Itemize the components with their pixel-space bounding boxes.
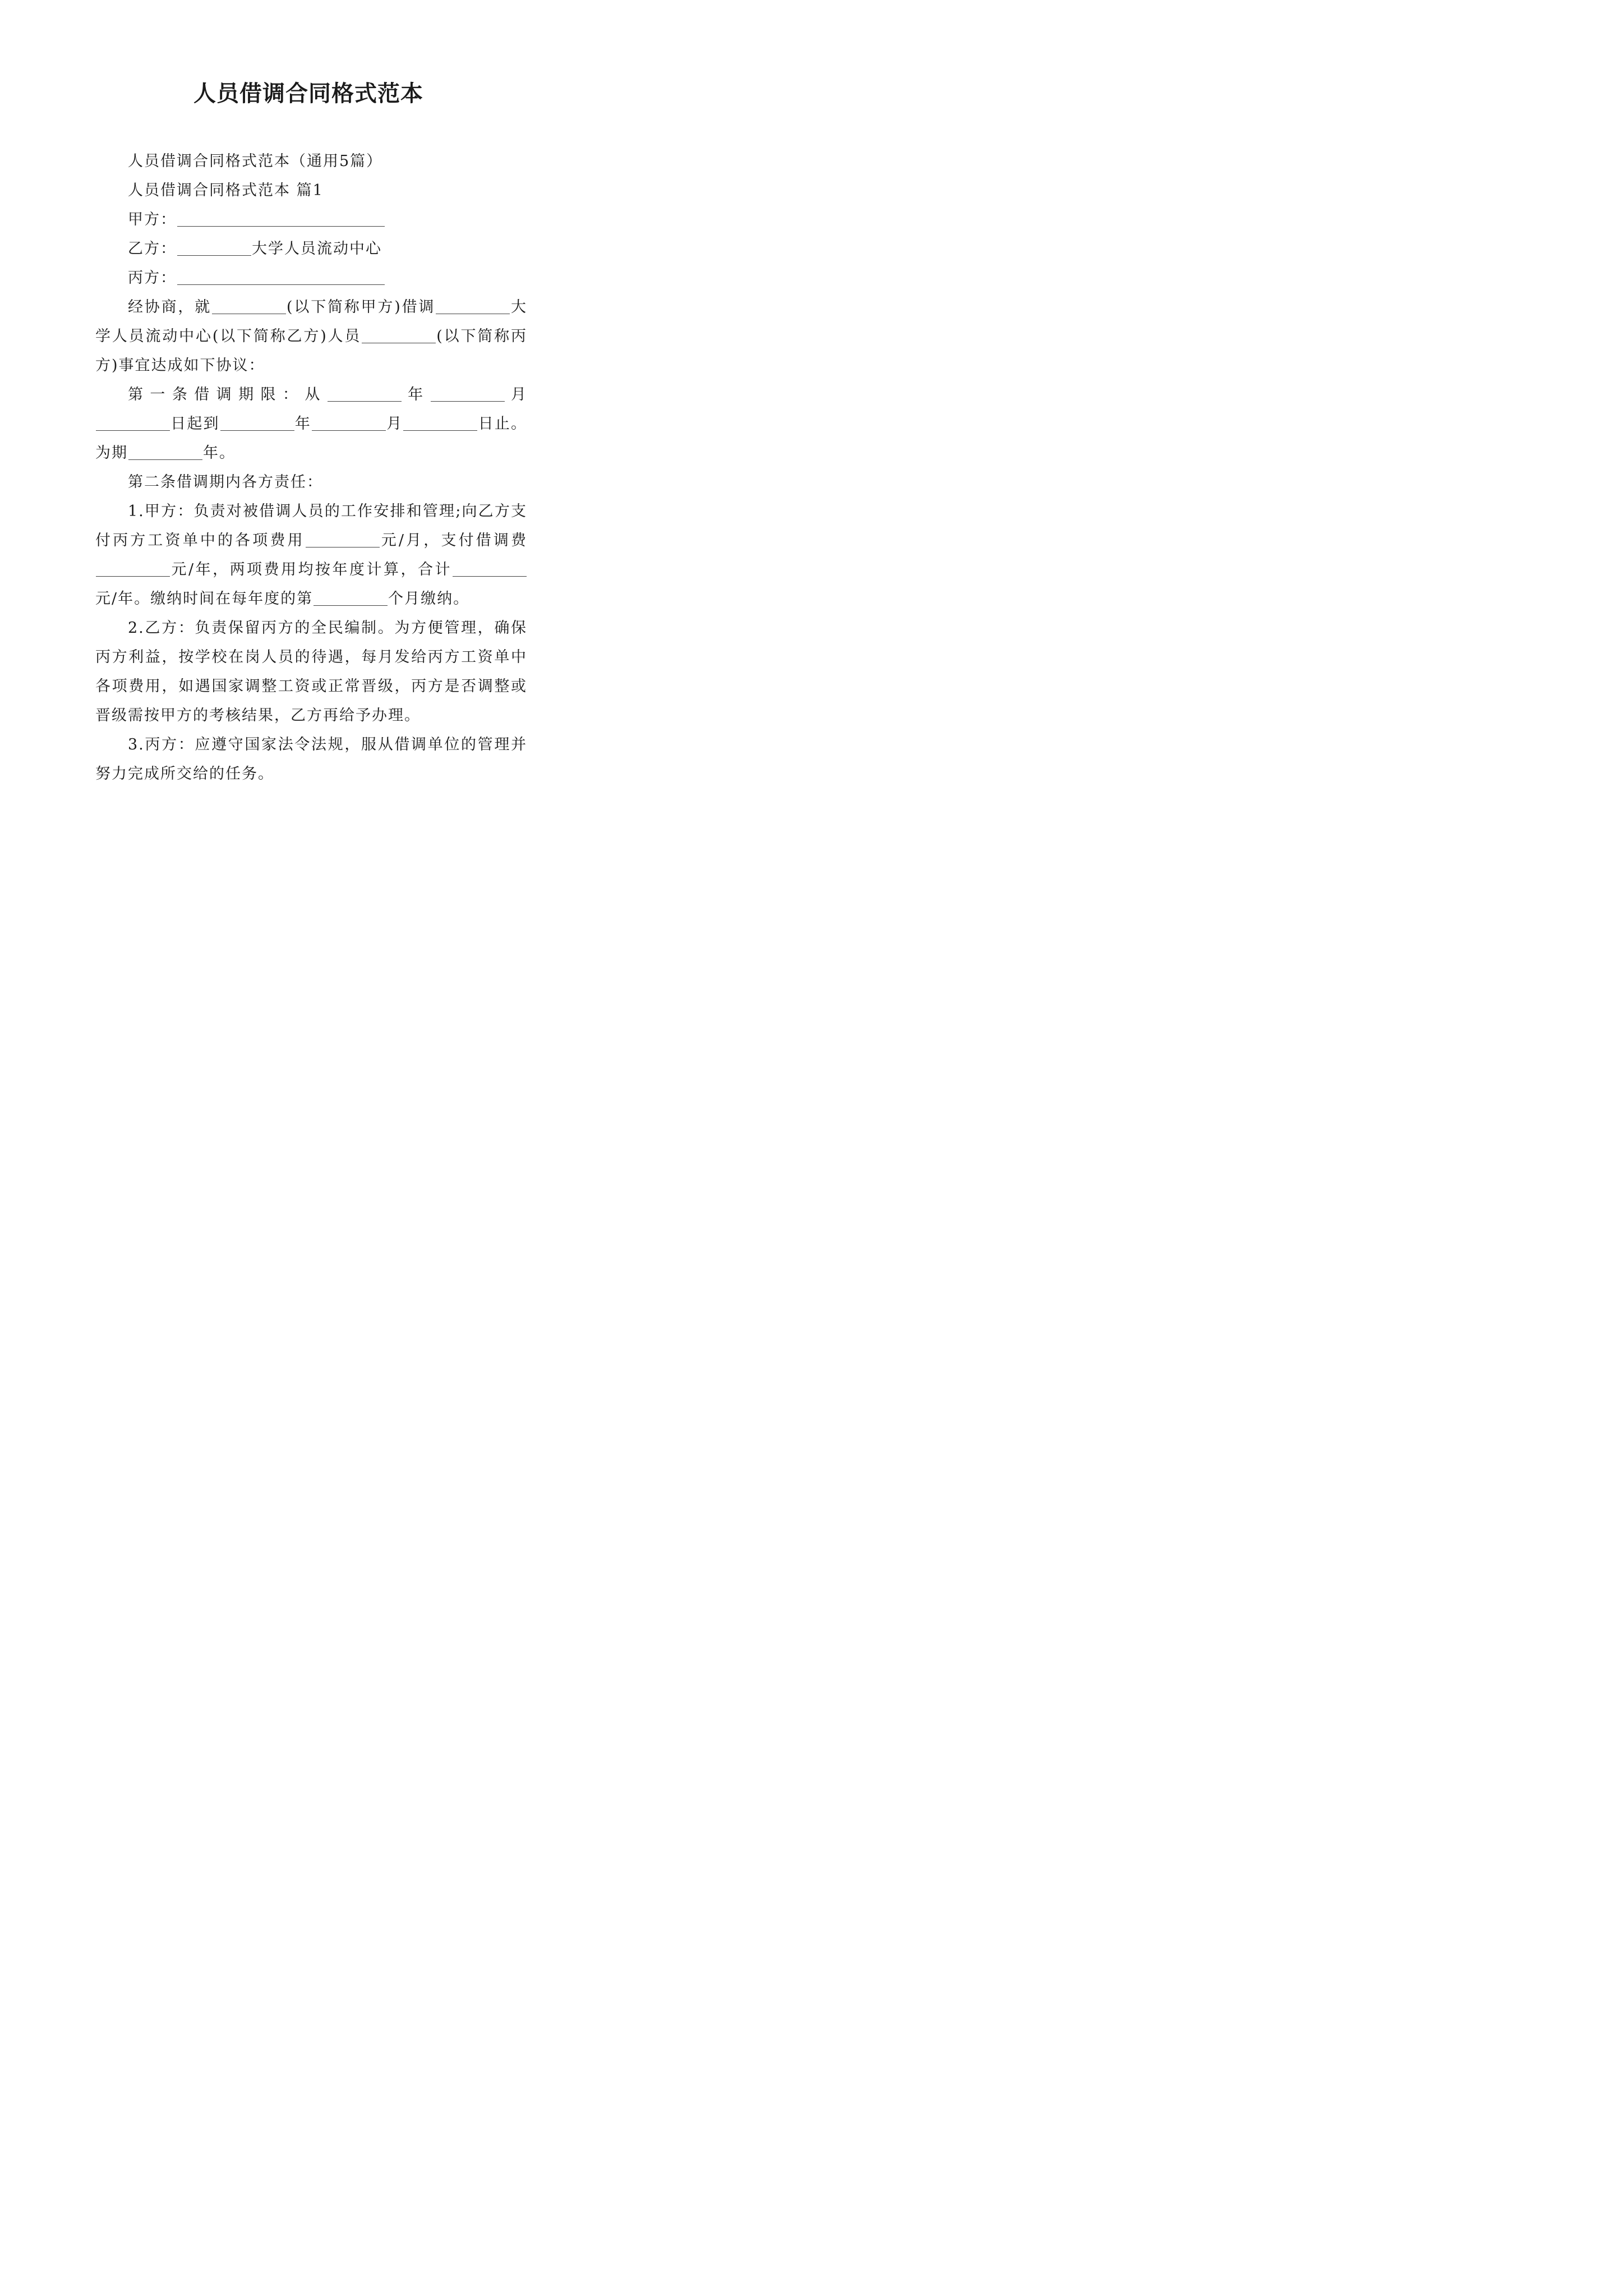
- party-c-blank[interactable]: [177, 269, 385, 285]
- duration-years-blank[interactable]: [128, 444, 202, 460]
- item-3-paragraph: 3.丙方：应遵守国家法令法规，服从借调单位的管理并努力完成所交给的任务。: [95, 736, 527, 783]
- party-a-blank[interactable]: [177, 210, 385, 227]
- article-1-text-4: 日起到: [170, 415, 220, 432]
- party-c-line: [95, 264, 527, 293]
- party-b-blank[interactable]: [177, 240, 251, 256]
- end-month-blank[interactable]: [312, 415, 386, 431]
- intro-text-4: (以下简称丙方)事宜达成如下协议：: [95, 328, 527, 374]
- intro-text-2: (以下简称甲方)借调: [287, 298, 436, 316]
- party-b-label: 乙方：: [128, 240, 177, 257]
- article-1-paragraph: [95, 380, 527, 468]
- item-2-paragraph: 2.乙方：负责保留丙方的全民编制。为方便管理，确保丙方利益，按学校在岗人员的待遇，每月发给丙方工资单中各项费用，如遇国家调整工资或正常晋级，丙方是否调整或晋级需按甲方的考核结果，乙方再给予办理。: [95, 619, 527, 724]
- secondment-fee-blank[interactable]: [96, 560, 170, 577]
- intro-paragraph: [95, 293, 527, 380]
- article-1-text-8: 年。: [203, 444, 236, 462]
- item-1-text-5: 个月缴纳。: [388, 590, 470, 608]
- monthly-fee-blank[interactable]: [306, 531, 380, 547]
- intro-blank-university[interactable]: [436, 298, 510, 314]
- article-1-text-7: 日止。为期: [95, 415, 528, 462]
- item-1-text-4: 元/年。缴纳时间在每年度的第: [95, 590, 313, 608]
- article-1-text-3: 月: [505, 386, 528, 403]
- document-body: [95, 147, 527, 789]
- intro-blank-party-a[interactable]: [212, 298, 286, 314]
- end-year-blank[interactable]: [220, 415, 294, 431]
- item-1-paragraph: [95, 497, 527, 614]
- item-1-text-2: 元/月，支付借调费: [380, 532, 527, 549]
- article-1-text-5: 年: [294, 415, 312, 432]
- item-1-text-1: 1.甲方：负责对被借调人员的工作安排和管理;向乙方支付丙方工资单中的各项费用: [95, 503, 527, 549]
- payment-month-blank[interactable]: [313, 590, 388, 606]
- total-fee-blank[interactable]: [453, 560, 527, 577]
- section-heading: 人员借调合同格式范本 篇1: [128, 182, 324, 199]
- party-b-line: [95, 234, 527, 264]
- start-day-blank[interactable]: [96, 415, 170, 431]
- start-month-blank[interactable]: [431, 385, 505, 402]
- party-c-label: 丙方：: [128, 269, 177, 287]
- intro-blank-person[interactable]: [362, 327, 436, 343]
- intro-text-3: 大学人员流动中心(以下简称乙方)人员: [95, 298, 528, 345]
- intro-text-1: 经协商，就: [128, 298, 212, 316]
- end-day-blank[interactable]: [403, 415, 477, 431]
- article-1-text-6: 月: [386, 415, 403, 432]
- article-1-text-1: 第一条借调期限：从: [128, 386, 327, 403]
- start-year-blank[interactable]: [328, 385, 402, 402]
- document-subtitle: 人员借调合同格式范本（通用5篇）: [128, 153, 383, 170]
- article-2-heading: 第二条借调期内各方责任：: [128, 473, 323, 491]
- party-a-line: [95, 205, 527, 234]
- item-1-text-3: 元/年，两项费用均按年度计算，合计: [170, 561, 452, 578]
- party-b-suffix: 大学人员流动中心: [252, 240, 382, 257]
- document-page: [0, 0, 617, 872]
- document-title: 人员借调合同格式范本: [193, 80, 423, 107]
- article-1-text-2: 年: [402, 386, 430, 403]
- party-a-label: 甲方：: [128, 211, 177, 228]
